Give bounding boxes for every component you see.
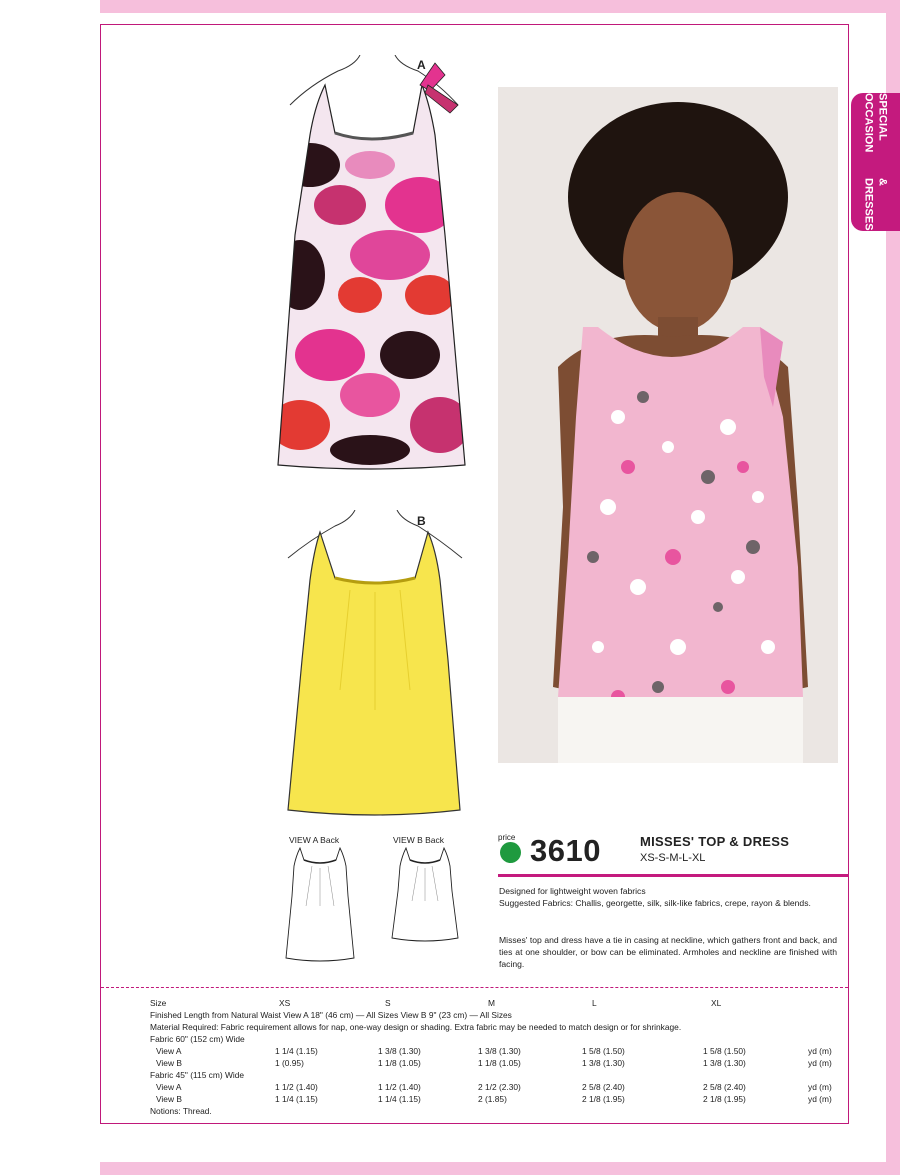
category-tab[interactable] bbox=[851, 93, 900, 231]
price-label: price bbox=[498, 833, 516, 842]
row-60-view-a-l: 1 5/8 (1.50) bbox=[582, 1046, 625, 1056]
view-a-back-label: VIEW A Back bbox=[289, 835, 340, 845]
row-60-view-a-xs: 1 1/4 (1.15) bbox=[275, 1046, 318, 1056]
pattern-number: 3610 bbox=[530, 833, 601, 868]
row-60-view-a-m: 1 3/8 (1.30) bbox=[478, 1046, 521, 1056]
size-m: M bbox=[488, 998, 495, 1008]
row-45-view-b-m: 2 (1.85) bbox=[478, 1094, 507, 1104]
model-photo-drawing bbox=[498, 87, 838, 763]
view-b-back-drawing bbox=[390, 846, 460, 946]
row-60-view-a-label: View A bbox=[156, 1046, 182, 1056]
fabric-45-label: Fabric 45" (115 cm) Wide bbox=[150, 1070, 245, 1080]
view-b-back-label: VIEW B Back bbox=[393, 835, 445, 845]
row-60-view-b-xs: 1 (0.95) bbox=[275, 1058, 304, 1068]
pattern-title: MISSES' TOP & DRESS bbox=[640, 834, 790, 849]
notions-text: Notions: Thread. bbox=[150, 1106, 212, 1116]
row-45-view-a-m: 2 1/2 (2.30) bbox=[478, 1082, 521, 1092]
size-header-label: Size bbox=[150, 998, 167, 1008]
view-b-label: B bbox=[417, 514, 426, 528]
row-60-view-a-s: 1 3/8 (1.30) bbox=[378, 1046, 421, 1056]
row-60-view-b-m: 1 1/8 (1.05) bbox=[478, 1058, 521, 1068]
row-60-view-b-xl: 1 3/8 (1.30) bbox=[703, 1058, 746, 1068]
row-45-view-b-label: View B bbox=[156, 1094, 182, 1104]
row-45-view-a-l: 2 5/8 (2.40) bbox=[582, 1082, 625, 1092]
row-45-view-a-xl: 2 5/8 (2.40) bbox=[703, 1082, 746, 1092]
view-a-dress-illustration bbox=[270, 55, 470, 475]
row-60-view-b-l: 1 3/8 (1.30) bbox=[582, 1058, 625, 1068]
top-pink-band bbox=[100, 0, 900, 13]
bottom-pink-band bbox=[100, 1162, 900, 1175]
cut-line bbox=[101, 987, 848, 988]
category-tab-line1: SPECIAL OCCASION bbox=[862, 93, 889, 153]
row-45-view-a-label: View A bbox=[156, 1082, 182, 1092]
row-60-view-b-s: 1 1/8 (1.05) bbox=[378, 1058, 421, 1068]
size-xs: XS bbox=[279, 998, 291, 1008]
row-45-view-b-xs: 1 1/4 (1.15) bbox=[275, 1094, 318, 1104]
material-required-text: Material Required: Fabric requirement allows for nap, one-way design or shading. Extra fabric may be needed to match design or for shrinkage. bbox=[150, 1022, 682, 1032]
category-tab-line2: & DRESSES bbox=[862, 178, 889, 231]
row-60-view-b-unit: yd (m) bbox=[808, 1058, 832, 1068]
view-a-label: A bbox=[417, 58, 426, 72]
price-code-dot bbox=[500, 842, 521, 863]
designed-for-text: Designed for lightweight woven fabrics bbox=[499, 886, 646, 896]
row-45-view-b-s: 1 1/4 (1.15) bbox=[378, 1094, 421, 1104]
suggested-fabrics-text: Suggested Fabrics: Challis, georgette, silk, silk-like fabrics, crepe, rayon & blends. bbox=[499, 898, 811, 908]
size-l: L bbox=[592, 998, 597, 1008]
fabric-60-label: Fabric 60" (152 cm) Wide bbox=[150, 1034, 245, 1044]
size-s: S bbox=[385, 998, 391, 1008]
size-xl: XL bbox=[711, 998, 722, 1008]
view-b-top-illustration bbox=[280, 510, 470, 820]
row-60-view-b-label: View B bbox=[156, 1058, 182, 1068]
row-45-view-b-xl: 2 1/8 (1.95) bbox=[703, 1094, 746, 1104]
row-45-view-a-xs: 1 1/2 (1.40) bbox=[275, 1082, 318, 1092]
finished-length-text: Finished Length from Natural Waist View A 18" (46 cm) — All Sizes View B 9" (23 cm) — All Sizes bbox=[150, 1010, 512, 1020]
model-photo bbox=[498, 87, 838, 763]
row-45-view-b-l: 2 1/8 (1.95) bbox=[582, 1094, 625, 1104]
row-60-view-a-unit: yd (m) bbox=[808, 1046, 832, 1056]
row-45-view-b-unit: yd (m) bbox=[808, 1094, 832, 1104]
row-60-view-a-xl: 1 5/8 (1.50) bbox=[703, 1046, 746, 1056]
view-a-back-drawing bbox=[284, 846, 356, 966]
title-divider bbox=[498, 874, 849, 877]
row-45-view-a-s: 1 1/2 (1.40) bbox=[378, 1082, 421, 1092]
pattern-sizes: XS-S-M-L-XL bbox=[640, 852, 706, 864]
description-text: Misses' top and dress have a tie in casing at neckline, which gathers front and back, and ties at one shoulder, or bow can be eliminated. Armholes and neckline are finished with facing. bbox=[499, 935, 837, 969]
row-45-view-a-unit: yd (m) bbox=[808, 1082, 832, 1092]
